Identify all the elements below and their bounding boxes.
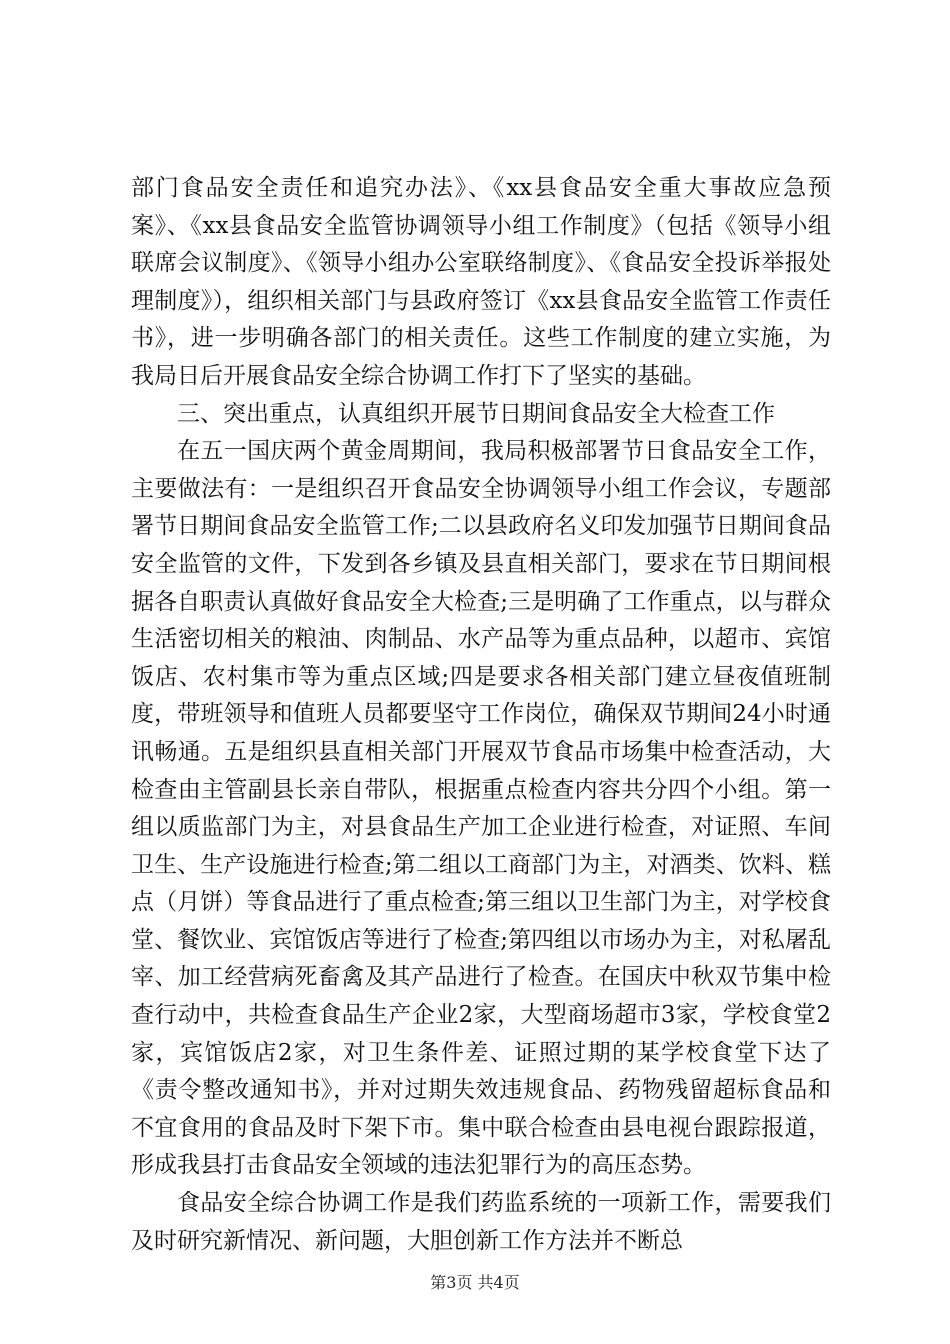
page-number-label: 第3页 共4页 <box>430 1273 520 1292</box>
page-footer <box>0 1270 950 1293</box>
paragraph-conclusion: 食品安全综合协调工作是我们药监系统的一项新工作，需要我们及时研究新情况、新问题，大胆创新工作方法并不断总 <box>131 1190 831 1254</box>
paragraph-responsibility-system: 部门食品安全责任和追究办法》、《xx县食品安全重大事故应急预案》、《xx县食品安全监管协调领导小组工作制度》（包括《领导小组联席会议制度》、《领导小组办公室联络制度》、《食品安全投诉举报处理制度》），组织相关部门与县政府签订《xx县食品安全监管工作责任书》，进一步明确各部门的相关责任。这些工作制度的建立实施，为我局日后开展食品安全综合协调工作打下了坚实的基础。 <box>131 175 831 389</box>
section-heading-holiday-inspection: 三、突出重点，认真组织开展节日期间食品安全大检查工作 <box>177 400 775 427</box>
paragraph-holiday-inspection: 在五一国庆两个黄金周期间，我局积极部署节日食品安全工作，主要做法有：一是组织召开食品安全协调领导小组工作会议，专题部署节日期间食品安全监管工作;二以县政府名义印发加强节日期间食品安全监管的文件，下发到各乡镇及县直相关部门，要求在节日期间根据各自职责认真做好食品安全大检查;三是明确了工作重点，以与群众生活密切相关的粮油、肉制品、水产品等为重点品种，以超市、宾馆饭店、农村集市等为重点区域;四是要求各相关部门建立昼夜值班制度，带班领导和值班人员都要坚守工作岗位，确保双节期间24小时通讯畅通。五是组织县直相关部门开展双节食品市场集中检查活动，大检查由主管副县长亲自带队，根据重点检查内容共分四个小组。第一组以质监部门为主，对县食品生产加工企业进行检查，对证照、车间卫生、生产设施进行检查;第二组以工商部门为主，对酒类、饮料、糕点（月饼）等食品进行了重点检查;第三组以卫生部门为主，对学校食堂、餐饮业、宾馆饭店等进行了检查;第四组以市场办为主，对私屠乱宰、加工经营病死畜禽及其产品进行了检查。在国庆中秋双节集中检查行动中，共检查食品生产企业2家，大型商场超市3家，学校食堂2家，宾馆饭店2家，对卫生条件差、证照过期的某学校食堂下达了《责令整改通知书》，并对过期失效违规食品、药物残留超标食品和不宜食用的食品及时下架下市。集中联合检查由县电视台跟踪报道，形成我县打击食品安全领域的违法犯罪行为的高压态势。 <box>131 438 831 1179</box>
document-body <box>131 170 831 1260</box>
